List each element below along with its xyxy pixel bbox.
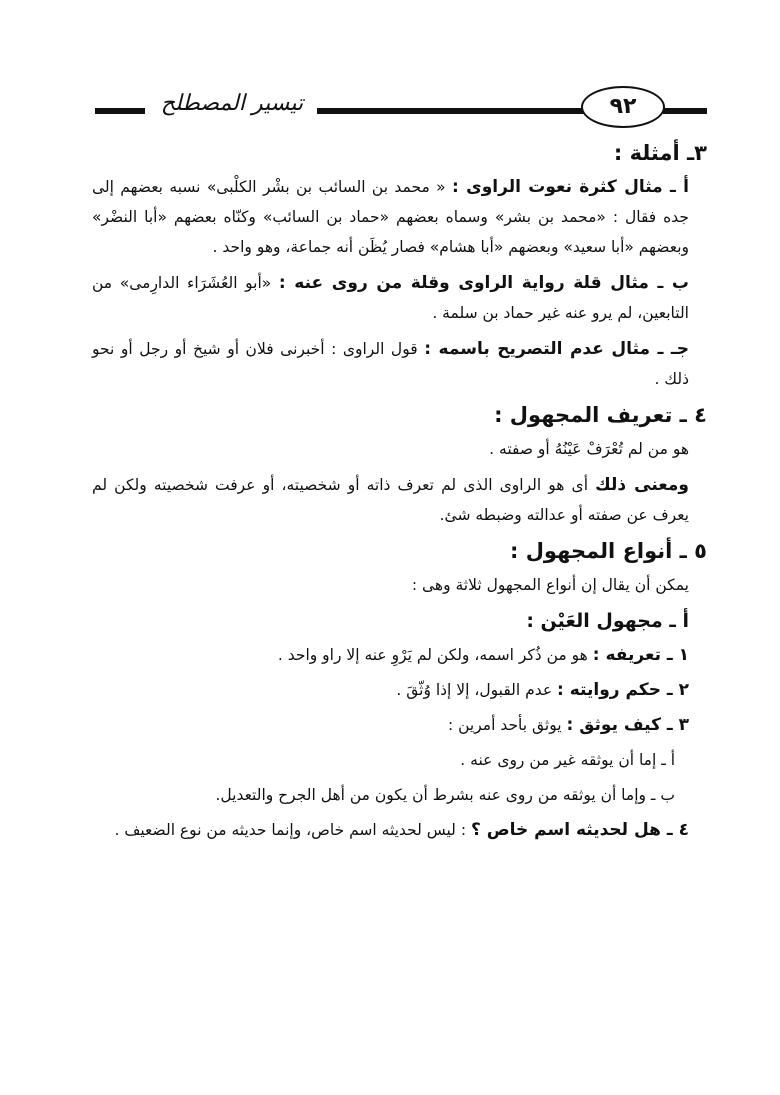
item-label: ٢ ـ حكم روايته : (557, 680, 689, 700)
example-b-text: «أبو العُشَرَاء الدارِمى» من التابعين، لم يرو عنه غير حماد بن سلمة . (92, 274, 689, 322)
list-item (92, 710, 707, 740)
subsection-unknown-identity: أ ـ مجهول العَيْن : (526, 610, 689, 632)
list-item (92, 675, 707, 705)
example-c-label: جـ ـ مثال عدم التصريح باسمه : (424, 339, 689, 359)
types-intro: يمكن أن يقال إن أنواع المجهول ثلاثة وهى : (411, 576, 689, 594)
way-item: ب ـ وإما أن يوثقه من روى عنه بشرط أن يكون من أهل الجرح والتعديل. (215, 786, 675, 804)
example-a-text: « محمد بن السائب بن بشْر الكلْبى» نسبه بعضهم إلى جده فقال : «محمد بن بشر» وسماه بعضهم «حماد بن السائب» وكنّاه بعضهم «أبا النضْر» وبعضهم «أبا سعيد» وبعضهم «أبا هشام» فصار يُظَن أنه جماعة، وهو واحد . (92, 178, 689, 256)
list-item (92, 640, 707, 670)
item-text: يوثق بأحد أمرين : (447, 716, 562, 734)
header-rule-left (95, 108, 145, 114)
definition-text: هو من لم تُعْرَفْ عَيْنُهُ أو صفته . (489, 440, 689, 458)
example-c (92, 334, 707, 394)
page-content (92, 138, 707, 850)
item-label: ٣ ـ كيف يوثق : (566, 715, 689, 735)
example-b (92, 268, 707, 328)
section-examples-heading: ٣ـ أمثلة : (613, 141, 707, 165)
item-label: ١ ـ تعريفه : (592, 645, 689, 665)
item-text: : ليس لحديثه اسم خاص، وإنما حديثه من نوع الضعيف . (114, 821, 467, 839)
example-c-text: قول الراوى : أخبرنى فلان أو شيخ أو رجل أو نحو ذلك . (92, 340, 689, 388)
example-a-label: أ ـ مثال كثرة نعوت الراوى : (452, 177, 689, 197)
book-title: تيسير المصطلح (160, 91, 304, 116)
way-item: أ ـ إما أن يوثقه غير من روى عنه . (460, 751, 675, 769)
header-rule-right (663, 108, 707, 114)
example-a (92, 172, 707, 262)
meaning-label: ومعنى ذلك (595, 475, 689, 495)
meaning-text: أى هو الراوى الذى لم تعرف ذاته أو شخصيته، أو عرفت شخصيته ولكن لم يعرف عن صفته أو عدالته وضبطه شئ. (92, 476, 689, 524)
item-label: ٤ ـ هل لحديثه اسم خاص ؟ (470, 820, 689, 840)
item-text: عدم القبول، إلا إذا وُثّقَ . (396, 681, 553, 699)
example-b-label: ب ـ مثال قلة رواية الراوى وقلة من روى عنه : (278, 273, 689, 293)
section-definition-heading: ٤ ـ تعريف المجهول : (494, 403, 707, 427)
item-text: هو من ذُكر اسمه، ولكن لم يَرْوِ عنه إلا راو واحد . (277, 646, 588, 664)
page-header (95, 86, 707, 132)
page-number: ٩٢ (581, 86, 665, 128)
section-types-heading: ٥ ـ أنواع المجهول : (510, 539, 707, 563)
meaning-paragraph (92, 470, 707, 530)
list-item (92, 815, 707, 845)
